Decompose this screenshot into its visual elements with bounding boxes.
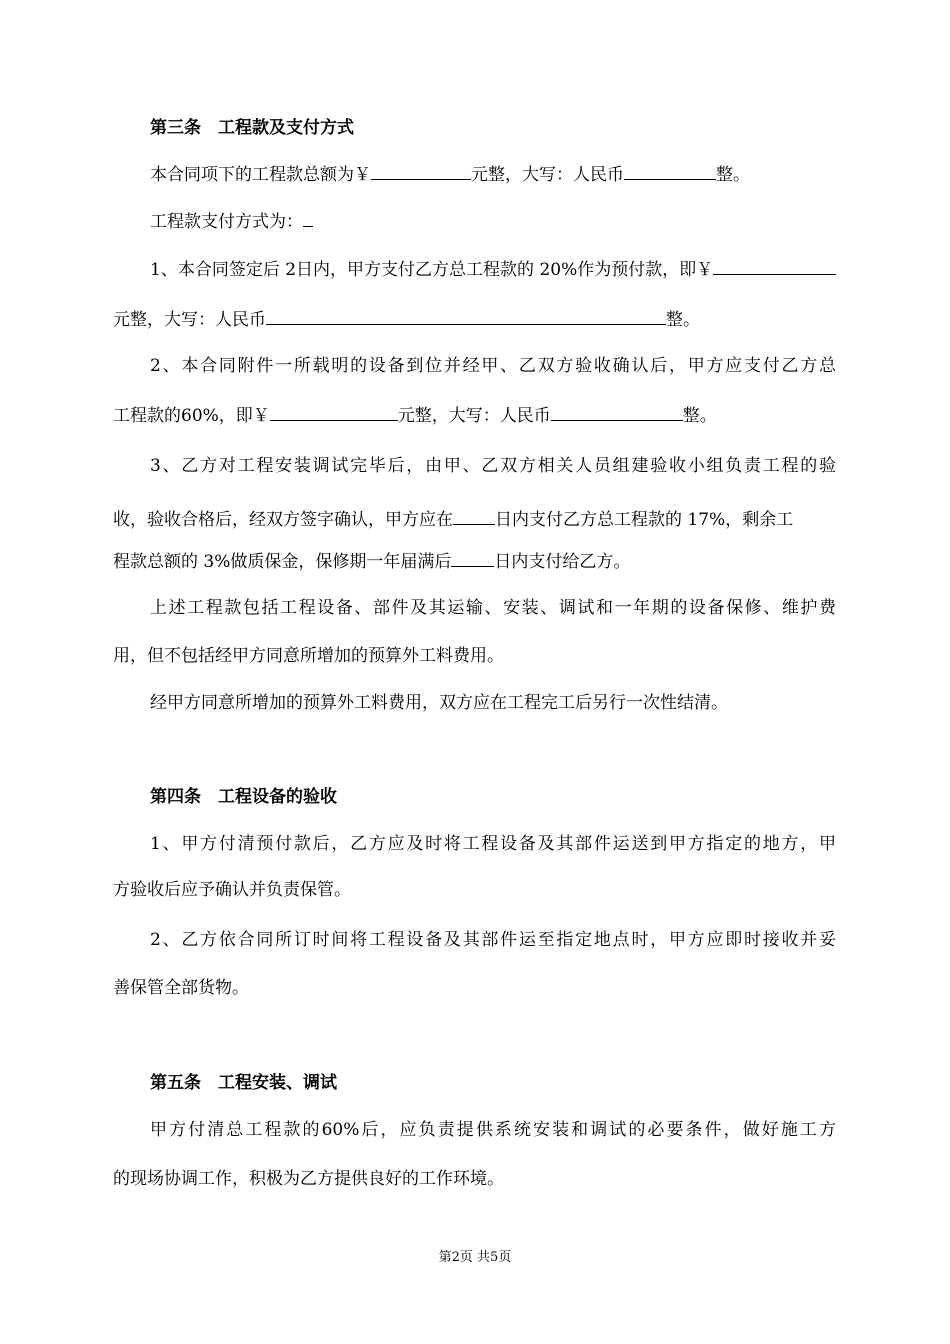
a5-line1: 甲方付清总工程款的60%后，应负责提供系统安装和调试的必要条件，做好施工方 [150, 1120, 836, 1140]
item2-line2 [113, 402, 717, 426]
total-amount-line [150, 161, 750, 185]
amount-words-blank[interactable] [624, 161, 716, 180]
text: 元整，大写：人民币 [471, 165, 624, 185]
payment-method-line [150, 208, 313, 232]
text: 元整，大写：人民币 [397, 406, 551, 426]
item2-line1: 2、本合同附件一所载明的设备到位并经甲、乙双方验收确认后，甲方应支付乙方总 [150, 356, 836, 376]
article5-heading: 第五条 工程安装、调试 [150, 1073, 337, 1093]
text: 工程款的60%，即￥ [113, 406, 270, 426]
item3-line2 [113, 506, 793, 530]
item1-line2 [113, 306, 700, 330]
text: 工程款支付方式为： [150, 212, 303, 232]
text: 整。 [716, 165, 750, 185]
item3-line1: 3、乙方对工程安装调试完毕后，由甲、乙双方相关人员组建验收小组负责工程的验 [150, 456, 836, 476]
text: 本合同项下的工程款总额为￥ [150, 165, 371, 185]
article4-heading: 第四条 工程设备的验收 [150, 787, 337, 807]
article3-heading: 第三条 工程款及支付方式 [150, 118, 354, 138]
page-number: 第2页 共5页 [438, 1250, 512, 1265]
extra-cost-line: 经甲方同意所增加的预算外工料费用，双方应在工程完工后另行一次性结清。 [150, 693, 728, 713]
text: 程款总额的 3%做质保金，保修期一年届满后 [113, 552, 452, 572]
a5-line2: 的现场协调工作，积极为乙方提供良好的工作环境。 [113, 1169, 504, 1189]
text: 整。 [682, 406, 717, 426]
scope-line2: 用，但不包括经甲方同意所增加的预算外工料费用。 [113, 646, 504, 666]
text: 元整，大写：人民币 [113, 310, 266, 330]
scope-line1: 上述工程款包括工程设备、部件及其运输、安装、调试和一年期的设备保修、维护费 [150, 598, 836, 618]
a4-item1-line1: 1、甲方付清预付款后，乙方应及时将工程设备及其部件运送到甲方指定的地方，甲 [150, 834, 836, 854]
item1-line1 [150, 256, 836, 280]
days-blank[interactable] [453, 506, 495, 525]
second-pay-blank[interactable] [270, 402, 398, 421]
a4-item1-line2: 方验收后应予确认并负责保管。 [113, 880, 351, 900]
prepay-words-blank[interactable] [266, 306, 666, 325]
method-blank[interactable] [303, 208, 313, 227]
text: 整。 [666, 310, 700, 330]
item3-line3 [113, 548, 630, 572]
text: 日内支付给乙方。 [494, 552, 631, 572]
a4-item2-line1: 2、乙方依合同所订时间将工程设备及其部件运至指定地点时，甲方应即时接收并妥 [150, 930, 836, 950]
text: 日内支付乙方总工程款的 17%，剩余工 [495, 510, 794, 530]
prepay-blank[interactable] [713, 256, 836, 275]
text: 收，验收合格后，经双方签字确认，甲方应在 [113, 510, 453, 530]
warranty-days-blank[interactable] [451, 548, 494, 567]
amount-blank[interactable] [371, 161, 471, 180]
second-pay-words-blank[interactable] [551, 402, 683, 421]
a4-item2-line2: 善保管全部货物。 [113, 978, 249, 998]
text: 1、本合同签定后 2日内，甲方支付乙方总工程款的 20%作为预付款，即￥ [150, 260, 714, 280]
